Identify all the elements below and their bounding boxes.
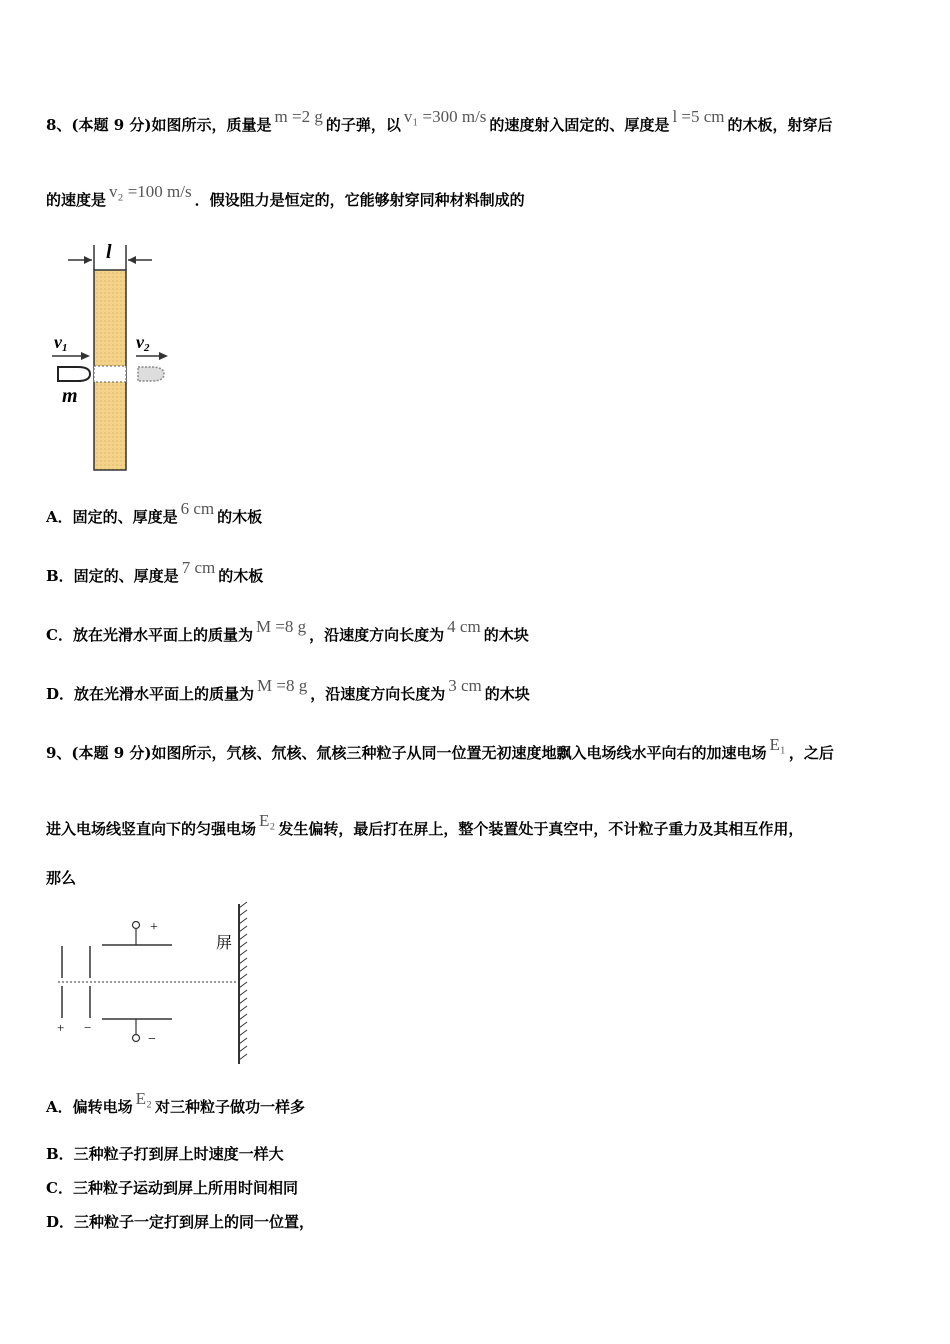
- bullet-hole: [94, 366, 126, 382]
- label-m: m: [62, 385, 78, 407]
- option-text: 的木板: [217, 508, 263, 526]
- option-math: 7 cm: [181, 558, 216, 577]
- label-minus-bottom: −: [148, 1032, 156, 1047]
- q8-text: 的子弹，以: [325, 116, 401, 134]
- label-minus-left: −: [84, 1020, 92, 1035]
- q9-text: ，之后: [788, 744, 834, 762]
- option-text: ，沿速度方向长度为: [310, 685, 446, 703]
- option-text: ，沿速度方向长度为: [309, 626, 445, 644]
- q9-option-d[interactable]: D．三种粒子一定打到屏上的同一位置，: [46, 1213, 315, 1231]
- math-e1: E₁: [769, 735, 786, 754]
- option-text: 的木板: [218, 567, 264, 585]
- option-text: 对三种粒子做功一样多: [154, 1098, 305, 1116]
- math-v2: v₂ =100 m/s: [109, 182, 192, 201]
- q9-text: 进入电场线竖直向下的匀强电场: [46, 820, 257, 838]
- option-text: 的木块: [484, 685, 530, 703]
- label-v2: v2: [136, 332, 150, 354]
- option-math: M =8 g: [257, 676, 308, 695]
- terminal-top: [133, 922, 140, 929]
- option-text: B．固定的、厚度是: [46, 567, 179, 585]
- label-plus-left: +: [57, 1020, 65, 1035]
- math-v1: v₁ =300 m/s: [403, 107, 487, 126]
- q9-option-b[interactable]: B．三种粒子打到屏上时速度一样大: [46, 1145, 284, 1163]
- q8-option-a[interactable]: [46, 499, 263, 527]
- q9-stem-line2: [46, 811, 804, 839]
- label-l: l: [106, 241, 112, 263]
- q8-stem-line1: [46, 107, 833, 135]
- option-math: 4 cm: [447, 617, 481, 636]
- label-screen: 屏: [216, 935, 233, 952]
- option-text: D．放在光滑水平面上的质量为: [46, 685, 255, 703]
- bullet-incoming: [58, 367, 90, 381]
- math-e2: E₂: [259, 811, 276, 830]
- q8-text: ．假设阻力是恒定的，它能够射穿同种材料制成的: [194, 191, 525, 209]
- option-math: 3 cm: [448, 676, 482, 695]
- terminal-bottom: [133, 1035, 140, 1042]
- q8-stem-line2: [46, 182, 525, 210]
- option-text: A．固定的、厚度是: [46, 508, 178, 526]
- q8-text: 的木板，射穿后: [727, 116, 833, 134]
- q9-stem-line3: 那么: [46, 869, 77, 887]
- q8-text: 8、(本题 9 分)如图所示，质量是: [46, 116, 272, 134]
- q9-option-a[interactable]: [46, 1089, 305, 1117]
- option-math: E₂: [135, 1089, 152, 1108]
- label-v1: v1: [54, 332, 68, 354]
- option-math: 6 cm: [180, 499, 215, 518]
- q9-text: 发生偏转，最后打在屏上，整个装置处于真空中，不计粒子重力及其相互作用，: [278, 820, 804, 838]
- bullet-outgoing: [138, 367, 164, 381]
- math-thickness: l =5 cm: [672, 107, 725, 126]
- q9-figure: [48, 898, 258, 1070]
- q8-option-d[interactable]: [46, 676, 530, 704]
- q8-figure: [48, 240, 188, 475]
- q9-option-c[interactable]: C．三种粒子运动到屏上所用时间相同: [46, 1179, 298, 1197]
- math-mass: m =2 g: [274, 107, 323, 126]
- option-text: C．放在光滑水平面上的质量为: [46, 626, 253, 644]
- q8-option-b[interactable]: [46, 558, 264, 586]
- option-text: A．偏转电场: [46, 1098, 133, 1116]
- option-math: M =8 g: [255, 617, 307, 636]
- label-plus-top: +: [150, 920, 158, 935]
- option-text: 的木块: [483, 626, 529, 644]
- q8-text: 的速度是: [46, 191, 107, 209]
- q8-text: 的速度射入固定的、厚度是: [489, 116, 670, 134]
- q9-stem-line1: [46, 735, 834, 763]
- q8-option-c[interactable]: [46, 617, 529, 645]
- q9-text: 9、(本题 9 分)如图所示，氕核、氘核、氚核三种粒子从同一位置无初速度地飘入电场线水平向右的加速电场: [46, 744, 767, 762]
